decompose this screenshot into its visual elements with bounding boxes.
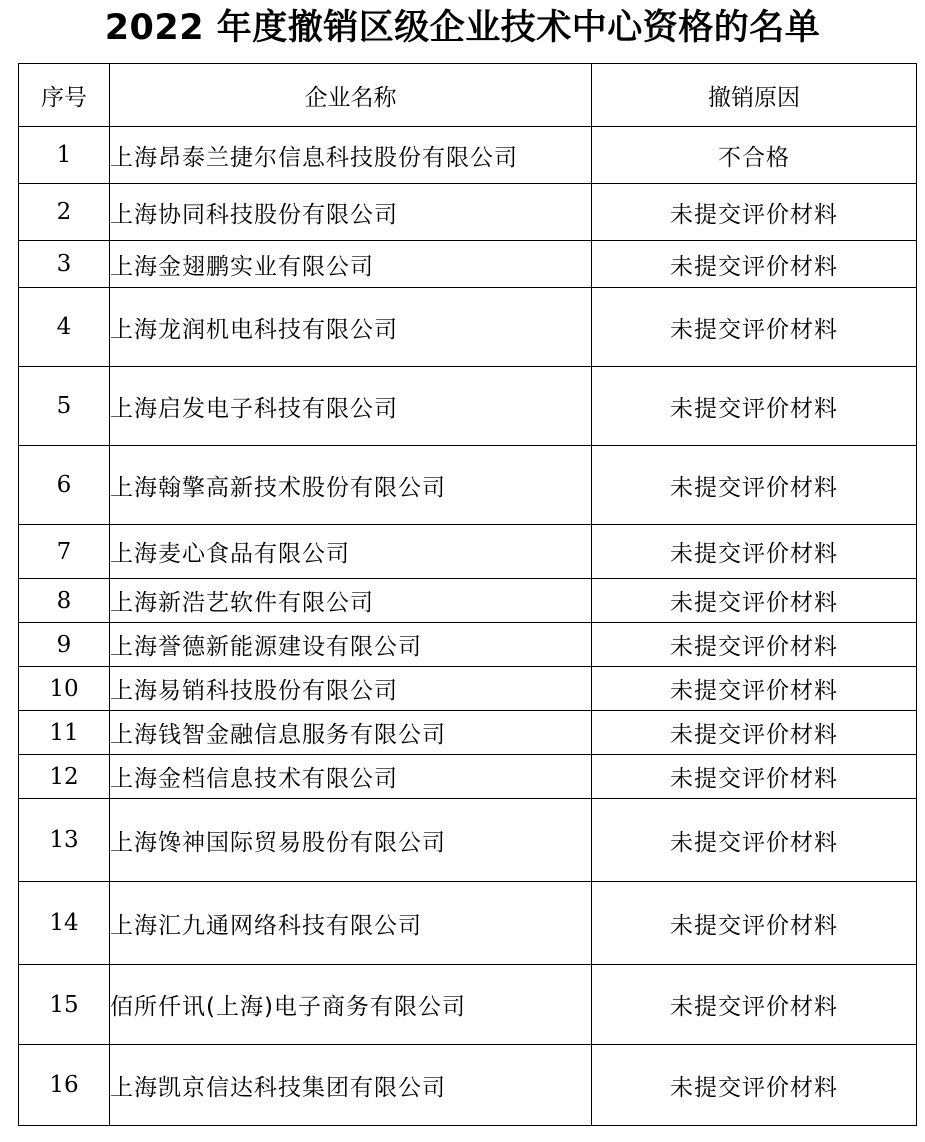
cell-serial-number: 12: [19, 755, 110, 799]
cell-company-name: 上海钱智金融信息服务有限公司: [110, 711, 592, 755]
cell-company-name: 上海誉德新能源建设有限公司: [110, 623, 592, 667]
cell-company-name: 上海麦心食品有限公司: [110, 525, 592, 579]
cell-revocation-reason: 未提交评价材料: [592, 799, 917, 882]
table-row: [19, 965, 917, 1045]
cell-serial-number: 7: [19, 525, 110, 579]
cell-revocation-reason: 未提交评价材料: [592, 525, 917, 579]
cell-company-name: 上海新浩艺软件有限公司: [110, 579, 592, 623]
cell-company-name: 上海凯京信达科技集团有限公司: [110, 1045, 592, 1126]
cell-serial-number: 6: [19, 446, 110, 525]
cell-company-name: 上海汇九通网络科技有限公司: [110, 882, 592, 965]
cell-serial-number: 9: [19, 623, 110, 667]
cell-revocation-reason: 未提交评价材料: [592, 755, 917, 799]
cell-serial-number: 15: [19, 965, 110, 1045]
cell-serial-number: 2: [19, 184, 110, 241]
cell-serial-number: 3: [19, 241, 110, 288]
cell-company-name: 佰所仟讯(上海)电子商务有限公司: [110, 965, 592, 1045]
cell-company-name: 上海昂泰兰捷尔信息科技股份有限公司: [110, 127, 592, 184]
cell-revocation-reason: 未提交评价材料: [592, 241, 917, 288]
header-revocation-reason: 撤销原因: [592, 64, 917, 127]
table-header-row: [19, 64, 917, 127]
cell-serial-number: 14: [19, 882, 110, 965]
cell-revocation-reason: 未提交评价材料: [592, 579, 917, 623]
cell-serial-number: 8: [19, 579, 110, 623]
table-row: [19, 525, 917, 579]
table-row: [19, 623, 917, 667]
cell-serial-number: 10: [19, 667, 110, 711]
table-body: [19, 127, 917, 1126]
cell-serial-number: 4: [19, 288, 110, 367]
cell-revocation-reason: 未提交评价材料: [592, 288, 917, 367]
cell-revocation-reason: 未提交评价材料: [592, 882, 917, 965]
cell-company-name: 上海协同科技股份有限公司: [110, 184, 592, 241]
table-row: [19, 667, 917, 711]
cell-company-name: 上海翰擎高新技术股份有限公司: [110, 446, 592, 525]
table-row: [19, 241, 917, 288]
table-row: [19, 579, 917, 623]
cell-company-name: 上海金翅鹏实业有限公司: [110, 241, 592, 288]
cell-revocation-reason: 未提交评价材料: [592, 446, 917, 525]
cell-company-name: 上海馋神国际贸易股份有限公司: [110, 799, 592, 882]
cell-serial-number: 1: [19, 127, 110, 184]
cell-serial-number: 16: [19, 1045, 110, 1126]
header-company-name: 企业名称: [110, 64, 592, 127]
document-title: 2022 年度撤销区级企业技术中心资格的名单: [104, 8, 821, 48]
table-row: [19, 446, 917, 525]
cell-revocation-reason: 未提交评价材料: [592, 367, 917, 446]
table-row: [19, 127, 917, 184]
cell-company-name: 上海易销科技股份有限公司: [110, 667, 592, 711]
revocation-table: [18, 63, 917, 1126]
table-row: [19, 288, 917, 367]
cell-company-name: 上海金档信息技术有限公司: [110, 755, 592, 799]
table-row: [19, 1045, 917, 1126]
cell-company-name: 上海启发电子科技有限公司: [110, 367, 592, 446]
cell-serial-number: 11: [19, 711, 110, 755]
header-serial-number: 序号: [19, 64, 110, 127]
cell-revocation-reason: 未提交评价材料: [592, 184, 917, 241]
table-row: [19, 367, 917, 446]
cell-revocation-reason: 未提交评价材料: [592, 965, 917, 1045]
cell-serial-number: 13: [19, 799, 110, 882]
cell-revocation-reason: 未提交评价材料: [592, 623, 917, 667]
cell-revocation-reason: 未提交评价材料: [592, 667, 917, 711]
cell-revocation-reason: 未提交评价材料: [592, 1045, 917, 1126]
cell-revocation-reason: 未提交评价材料: [592, 711, 917, 755]
cell-serial-number: 5: [19, 367, 110, 446]
table-row: [19, 882, 917, 965]
table-row: [19, 755, 917, 799]
cell-revocation-reason: 不合格: [592, 127, 917, 184]
table-row: [19, 184, 917, 241]
table-row: [19, 799, 917, 882]
table-row: [19, 711, 917, 755]
cell-company-name: 上海龙润机电科技有限公司: [110, 288, 592, 367]
